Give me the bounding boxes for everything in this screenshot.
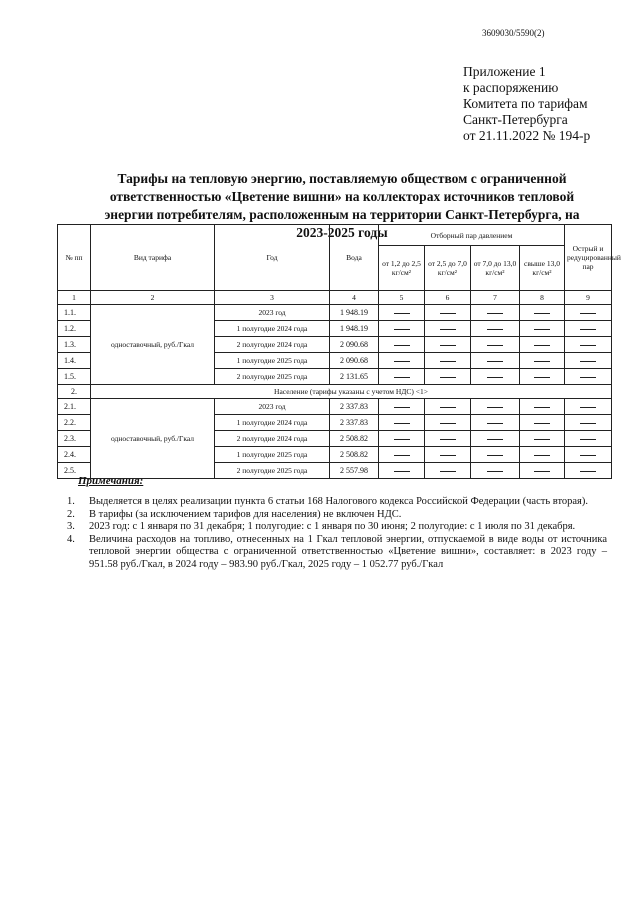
col-number: 1 <box>58 291 91 305</box>
dash-mark <box>394 329 410 330</box>
water-tariff-cell: 2 508.82 <box>330 447 379 463</box>
empty-tariff-cell <box>379 353 425 369</box>
empty-tariff-cell <box>520 463 565 479</box>
appendix-header <box>463 64 590 144</box>
empty-tariff-cell <box>471 305 520 321</box>
dash-mark <box>394 377 410 378</box>
dash-mark <box>440 377 456 378</box>
year-cell: 1 полугодие 2025 года <box>215 353 330 369</box>
empty-tariff-cell <box>425 337 471 353</box>
water-tariff-cell: 2 508.82 <box>330 431 379 447</box>
note-item <box>67 509 607 522</box>
dash-mark <box>394 345 410 346</box>
empty-tariff-cell <box>425 431 471 447</box>
dash-mark <box>440 313 456 314</box>
row-number: 2.5. <box>58 463 91 479</box>
document-id: 3609030/5590(2) <box>482 28 545 38</box>
dash-mark <box>487 361 503 362</box>
empty-tariff-cell <box>425 305 471 321</box>
empty-tariff-cell <box>425 321 471 337</box>
appendix-line: к распоряжению <box>463 80 559 95</box>
header-water: Вода <box>330 225 379 291</box>
water-tariff-cell: 2 090.68 <box>330 337 379 353</box>
dash-mark <box>580 313 596 314</box>
water-tariff-cell: 2 090.68 <box>330 353 379 369</box>
col-number: 8 <box>520 291 565 305</box>
row-number: 1.2. <box>58 321 91 337</box>
empty-tariff-cell <box>520 337 565 353</box>
empty-tariff-cell <box>565 399 612 415</box>
note-item <box>67 534 607 572</box>
col-number: 9 <box>565 291 612 305</box>
empty-tariff-cell <box>425 447 471 463</box>
water-tariff-cell: 2 131.65 <box>330 369 379 385</box>
header-steam-group: Отборный пар давлением <box>379 225 565 246</box>
dash-mark <box>534 329 550 330</box>
empty-tariff-cell <box>379 305 425 321</box>
empty-tariff-cell <box>565 463 612 479</box>
year-cell: 2 полугодие 2024 года <box>215 431 330 447</box>
dash-mark <box>487 345 503 346</box>
header-tariff-type: Вид тарифа <box>91 225 215 291</box>
empty-tariff-cell <box>565 369 612 385</box>
dash-mark <box>534 471 550 472</box>
dash-mark <box>487 471 503 472</box>
empty-tariff-cell <box>425 353 471 369</box>
empty-tariff-cell <box>379 321 425 337</box>
empty-tariff-cell <box>471 353 520 369</box>
year-cell: 2 полугодие 2024 года <box>215 337 330 353</box>
empty-tariff-cell <box>565 415 612 431</box>
dash-mark <box>534 377 550 378</box>
water-tariff-cell: 2 557.98 <box>330 463 379 479</box>
empty-tariff-cell <box>520 399 565 415</box>
empty-tariff-cell <box>425 399 471 415</box>
dash-mark <box>580 407 596 408</box>
row-number: 2.4. <box>58 447 91 463</box>
empty-tariff-cell <box>471 447 520 463</box>
note-text: 2023 год: с 1 января по 31 декабря; 1 полугодие: с 1 января по 30 июня; 2 полугодие: с 1 июля по 31 декабря. <box>89 521 576 532</box>
empty-tariff-cell <box>565 305 612 321</box>
empty-tariff-cell <box>425 415 471 431</box>
empty-tariff-cell <box>565 353 612 369</box>
empty-tariff-cell <box>471 399 520 415</box>
dash-mark <box>487 329 503 330</box>
dash-mark <box>440 345 456 346</box>
year-cell: 1 полугодие 2025 года <box>215 447 330 463</box>
empty-tariff-cell <box>379 369 425 385</box>
empty-tariff-cell <box>565 431 612 447</box>
note-number: 1. <box>67 496 75 507</box>
note-number: 4. <box>67 533 75 545</box>
empty-tariff-cell <box>520 415 565 431</box>
tariff-table <box>57 224 621 479</box>
document-title: Тарифы на тепловую энергию, поставляемую обществом с ограниченной ответственностью «Цветение вишни» на коллекторах источников тепловой энергии потребителям, расположенным на территории Санкт-Петербурга, на 2023-2025 годы <box>104 171 580 240</box>
empty-tariff-cell <box>471 431 520 447</box>
row-number: 2. <box>58 385 91 399</box>
dash-mark <box>394 439 410 440</box>
tariff-type-cell: одноставочный, руб./Гкал <box>91 399 215 479</box>
column-numbers-row <box>58 291 612 305</box>
col-number: 2 <box>91 291 215 305</box>
empty-tariff-cell <box>565 337 612 353</box>
empty-tariff-cell <box>520 369 565 385</box>
dash-mark <box>440 407 456 408</box>
tariff-type-cell: одноставочный, руб./Гкал <box>91 305 215 385</box>
row-number: 1.3. <box>58 337 91 353</box>
empty-tariff-cell <box>565 447 612 463</box>
col-number: 3 <box>215 291 330 305</box>
note-item <box>67 496 607 509</box>
col-number: 7 <box>471 291 520 305</box>
table-row <box>58 305 612 321</box>
header-num: № пп <box>58 225 91 291</box>
header-year: Год <box>215 225 330 291</box>
dash-mark <box>580 361 596 362</box>
dash-mark <box>487 313 503 314</box>
dash-mark <box>394 361 410 362</box>
header-sharp-steam: Острый и редуцированный пар <box>565 225 612 291</box>
empty-tariff-cell <box>520 305 565 321</box>
dash-mark <box>394 471 410 472</box>
year-cell: 2023 год <box>215 399 330 415</box>
notes-list <box>67 496 607 571</box>
notes-title: Примечания: <box>78 475 144 487</box>
empty-tariff-cell <box>379 431 425 447</box>
empty-tariff-cell <box>379 463 425 479</box>
year-cell: 1 полугодие 2024 года <box>215 415 330 431</box>
empty-tariff-cell <box>520 447 565 463</box>
dash-mark <box>440 439 456 440</box>
empty-tariff-cell <box>379 447 425 463</box>
note-number: 2. <box>67 508 75 520</box>
dash-mark <box>580 423 596 424</box>
dash-mark <box>440 329 456 330</box>
row-number: 2.1. <box>58 399 91 415</box>
dash-mark <box>487 407 503 408</box>
water-tariff-cell: 1 948.19 <box>330 305 379 321</box>
dash-mark <box>440 423 456 424</box>
dash-mark <box>580 439 596 440</box>
dash-mark <box>580 345 596 346</box>
dash-mark <box>487 455 503 456</box>
header-pressure-3: от 7,0 до 13,0 кг/см² <box>471 246 520 291</box>
dash-mark <box>534 407 550 408</box>
note-text: В тарифы (за исключением тарифов для населения) не включен НДС. <box>89 508 402 520</box>
note-text: Величина расходов на топливо, отнесенных на 1 Гкал тепловой энергии, отпускаемой в виде воды от источника тепловой энергии общества с ограниченной ответственностью «Цветение вишни», составляет: в 2023 году – 951.58 руб./Гкал, в 2024 году – 983.90 руб./Гкал, 2025 году – 1 052.77 руб./Гкал <box>89 533 607 570</box>
water-tariff-cell: 1 948.19 <box>330 321 379 337</box>
col-number: 6 <box>425 291 471 305</box>
row-number: 2.2. <box>58 415 91 431</box>
appendix-line: Приложение 1 <box>463 64 546 79</box>
empty-tariff-cell <box>565 321 612 337</box>
year-cell: 1 полугодие 2024 года <box>215 321 330 337</box>
dash-mark <box>534 439 550 440</box>
appendix-line: Санкт-Петербурга <box>463 112 568 127</box>
note-text: Выделяется в целях реализации пункта 6 статьи 168 Налогового кодекса Российской Федерации (часть вторая). <box>89 496 589 507</box>
empty-tariff-cell <box>379 399 425 415</box>
water-tariff-cell: 2 337.83 <box>330 415 379 431</box>
col-number: 5 <box>379 291 425 305</box>
dash-mark <box>487 377 503 378</box>
dash-mark <box>487 439 503 440</box>
dash-mark <box>394 455 410 456</box>
empty-tariff-cell <box>471 369 520 385</box>
population-row <box>58 385 612 399</box>
dash-mark <box>487 423 503 424</box>
header-pressure-1: от 1,2 до 2,5 кг/см² <box>379 246 425 291</box>
appendix-line: от 21.11.2022 № 194-р <box>463 128 591 143</box>
header-pressure-2: от 2,5 до 7,0 кг/см² <box>425 246 471 291</box>
water-tariff-cell: 2 337.83 <box>330 399 379 415</box>
empty-tariff-cell <box>471 321 520 337</box>
dash-mark <box>580 329 596 330</box>
table-row <box>58 399 612 415</box>
dash-mark <box>580 377 596 378</box>
year-cell: 2 полугодие 2025 года <box>215 463 330 479</box>
note-item <box>67 521 607 534</box>
empty-tariff-cell <box>425 369 471 385</box>
year-cell: 2 полугодие 2025 года <box>215 369 330 385</box>
dash-mark <box>534 455 550 456</box>
dash-mark <box>534 423 550 424</box>
dash-mark <box>440 471 456 472</box>
dash-mark <box>534 361 550 362</box>
empty-tariff-cell <box>379 337 425 353</box>
population-label: Население (тарифы указаны с учетом НДС) <1> <box>91 385 612 399</box>
dash-mark <box>394 313 410 314</box>
note-number: 3. <box>67 521 75 532</box>
dash-mark <box>534 345 550 346</box>
row-number: 1.1. <box>58 305 91 321</box>
row-number: 1.4. <box>58 353 91 369</box>
dash-mark <box>580 455 596 456</box>
empty-tariff-cell <box>471 463 520 479</box>
empty-tariff-cell <box>520 353 565 369</box>
col-number: 4 <box>330 291 379 305</box>
empty-tariff-cell <box>471 415 520 431</box>
year-cell: 2023 год <box>215 305 330 321</box>
empty-tariff-cell <box>471 337 520 353</box>
dash-mark <box>440 455 456 456</box>
header-pressure-4: свыше 13,0 кг/см² <box>520 246 565 291</box>
row-number: 2.3. <box>58 431 91 447</box>
empty-tariff-cell <box>379 415 425 431</box>
dash-mark <box>394 423 410 424</box>
dash-mark <box>534 313 550 314</box>
dash-mark <box>440 361 456 362</box>
empty-tariff-cell <box>425 463 471 479</box>
dash-mark <box>394 407 410 408</box>
dash-mark <box>580 471 596 472</box>
empty-tariff-cell <box>520 321 565 337</box>
empty-tariff-cell <box>520 431 565 447</box>
appendix-line: Комитета по тарифам <box>463 96 588 111</box>
row-number: 1.5. <box>58 369 91 385</box>
